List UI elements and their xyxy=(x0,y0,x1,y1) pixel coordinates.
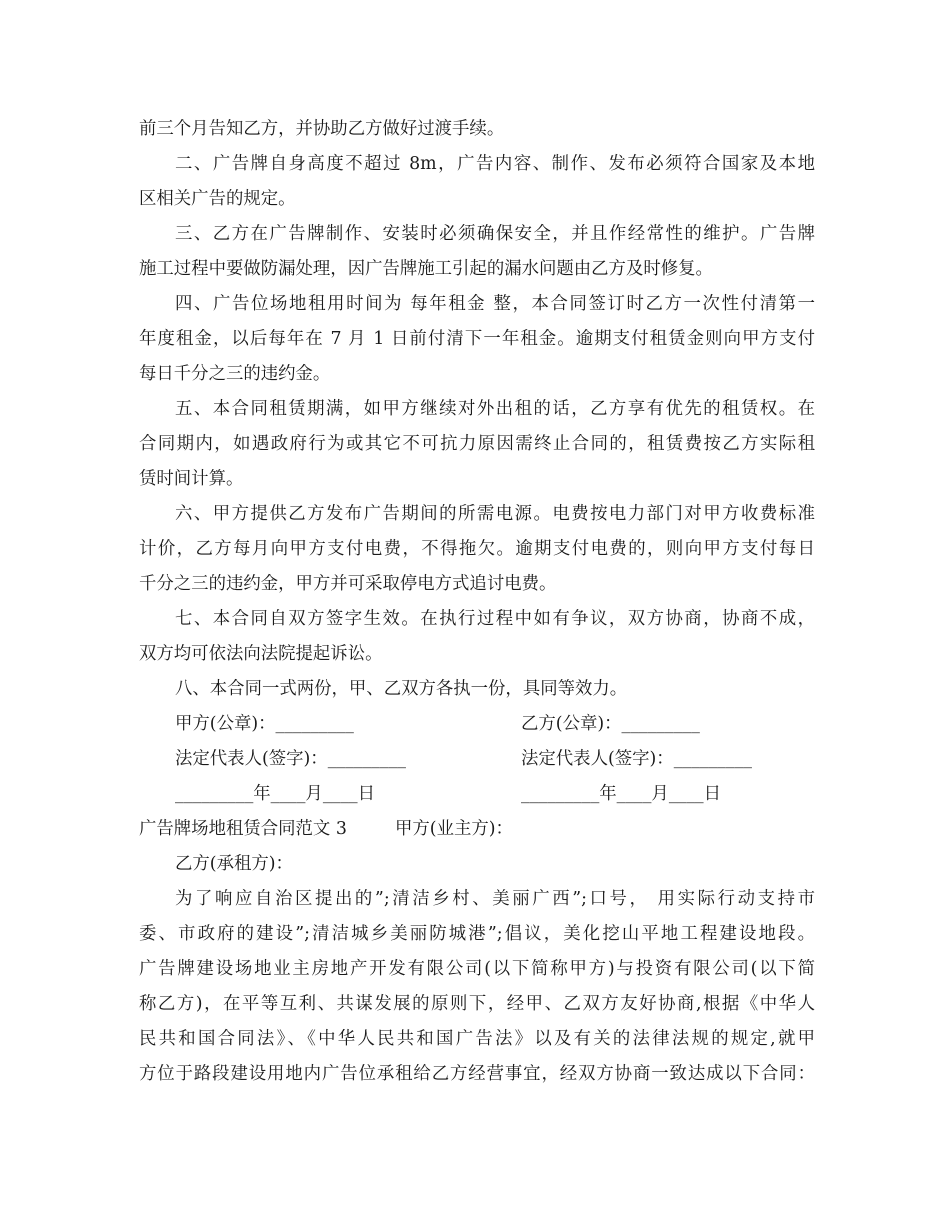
text-line: 二、广告牌自身高度不超过 8m，广告内容、制作、发布必须符合国家及本地 xyxy=(175,154,815,174)
paragraph xyxy=(139,602,815,672)
party-b-label: 乙方(承租方)： xyxy=(175,854,293,874)
text-line: 称乙方)，在平等互利、共谋发展的原则下，经甲、乙双方友好协商,根据《中华人 xyxy=(139,994,815,1014)
text-line: 年度租金，以后每年在 7 月 1 日前付清下一年租金。逾期支付租赁金则向甲方支付 xyxy=(139,329,815,349)
document-page xyxy=(139,112,815,1092)
section-heading-row xyxy=(139,812,815,847)
signature-row xyxy=(139,742,815,777)
text-line: 方位于路段建设用地内广告位承租给乙方经营事宜，经双方协商一致达成以下合同： xyxy=(139,1064,815,1084)
paragraph xyxy=(139,112,815,147)
signature-party-a: 甲方(公章)：_________ xyxy=(175,714,354,734)
text-line: 双方均可依法向法院提起诉讼。 xyxy=(139,644,383,664)
text-line: 五、本合同租赁期满，如甲方继续对外出租的话，乙方享有优先的租赁权。在 xyxy=(175,399,815,419)
text-line: 三、乙方在广告牌制作、安装时必须确保安全，并且作经常性的维护。广告牌 xyxy=(175,224,815,244)
text-line: 赁时间计算。 xyxy=(139,469,244,489)
text-line: 八、本合同一式两份，甲、乙双方各执一份，具同等效力。 xyxy=(175,679,628,699)
signature-party-b: _________年____月____日 xyxy=(521,784,721,804)
text-line: 七、本合同自双方签字生效。在执行过程中如有争议，双方协商，协商不成， xyxy=(175,609,815,629)
paragraph xyxy=(139,672,815,707)
text-line: 民共和国合同法》、《中华人民共和国广告法》以及有关的法律法规的规定,就甲 xyxy=(139,1029,815,1049)
text-line: 四、广告位场地租用时间为 每年租金 整，本合同签订时乙方一次性付清第一 xyxy=(175,294,815,314)
signature-party-a: _________年____月____日 xyxy=(175,784,375,804)
signature-party-b: 乙方(公章)：_________ xyxy=(521,714,700,734)
text-line: 区相关广告的规定。 xyxy=(139,189,296,209)
signature-row xyxy=(139,777,815,812)
text-line: 为了响应自治区提出的”;清洁乡村、美丽广西”;口号， 用实际行动支持市 xyxy=(175,889,815,909)
paragraph xyxy=(139,147,815,217)
text-line: 千分之三的违约金，甲方并可采取停电方式追讨电费。 xyxy=(139,574,557,594)
section-title: 广告牌场地租赁合同范文 3 xyxy=(139,819,347,839)
text-line: 每日千分之三的违约金。 xyxy=(139,364,331,384)
signature-block xyxy=(139,707,815,812)
contract-clauses xyxy=(139,112,815,707)
party-a-label: 甲方(业主方)： xyxy=(395,819,513,839)
intro-paragraph xyxy=(139,882,815,1092)
text-line: 前三个月告知乙方，并协助乙方做好过渡手续。 xyxy=(139,119,505,139)
paragraph xyxy=(139,217,815,287)
text-line: 广告牌建设场地业主房地产开发有限公司(以下简称甲方)与投资有限公司(以下简 xyxy=(139,959,815,979)
text-line: 委、市政府的建设”;清洁城乡美丽防城港”;倡议，美化挖山平地工程建设地段。 xyxy=(139,924,815,944)
signature-row xyxy=(139,707,815,742)
text-line: 计价，乙方每月向甲方支付电费，不得拖欠。逾期支付电费的，则向甲方支付每日 xyxy=(139,539,815,559)
signature-party-b: 法定代表人(签字)：_________ xyxy=(521,749,752,769)
paragraph xyxy=(139,497,815,602)
paragraph xyxy=(139,392,815,497)
text-line: 合同期内，如遇政府行为或其它不可抗力原因需终止合同的，租赁费按乙方实际租 xyxy=(139,434,815,454)
paragraph xyxy=(139,287,815,392)
signature-party-a: 法定代表人(签字)：_________ xyxy=(175,749,406,769)
text-line: 施工过程中要做防漏处理，因广告牌施工引起的漏水问题由乙方及时修复。 xyxy=(139,259,713,279)
text-line: 六、甲方提供乙方发布广告期间的所需电源。电费按电力部门对甲方收费标准 xyxy=(175,504,815,524)
